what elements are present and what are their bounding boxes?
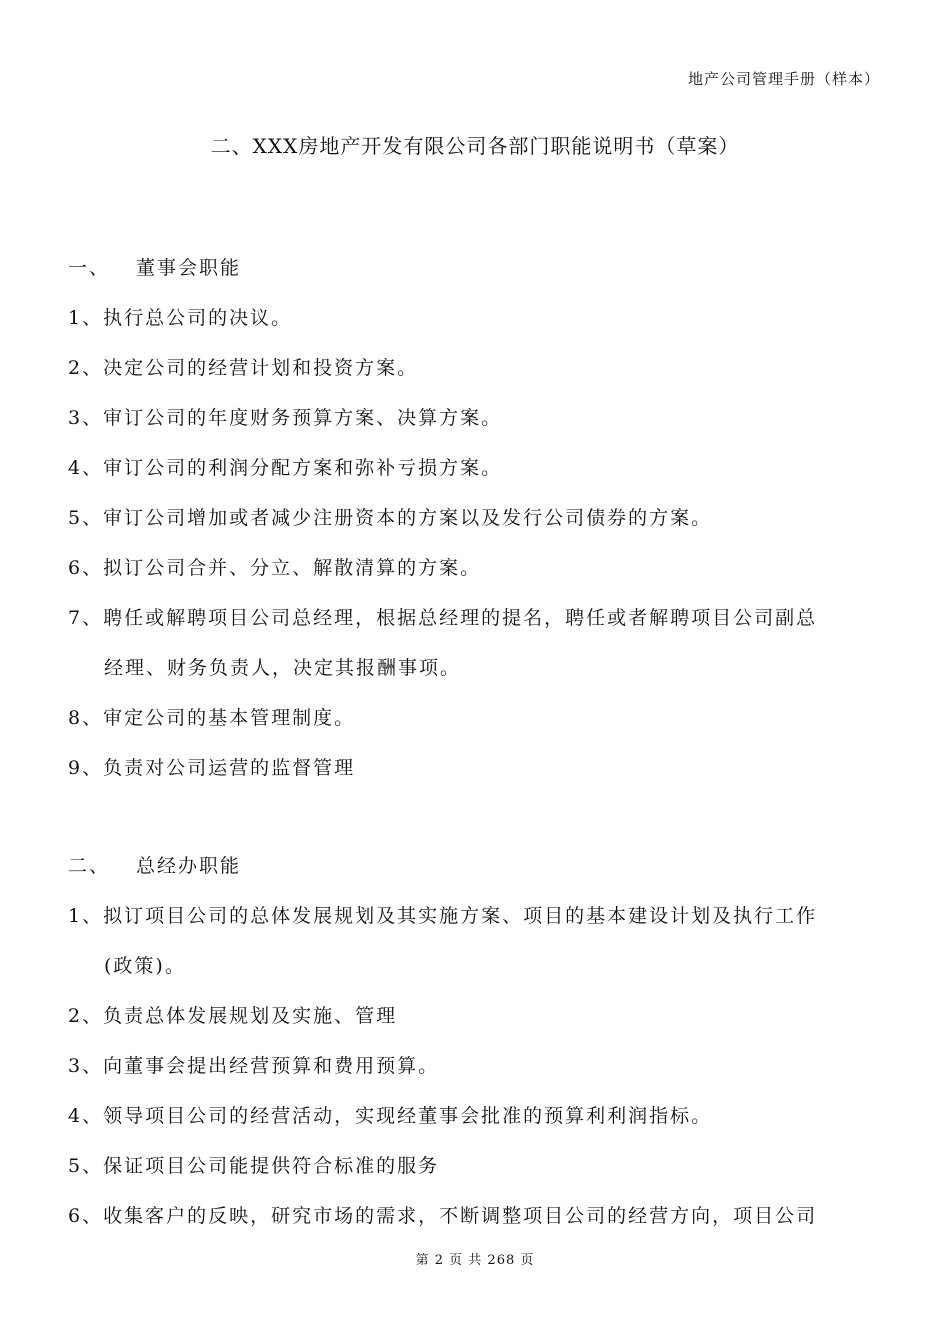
section-title: 总经办职能 — [136, 855, 242, 877]
list-item: 6、拟订公司合并、分立、解散清算的方案。 — [68, 557, 482, 579]
list-item: 1、执行总公司的决议。 — [68, 307, 293, 329]
section-heading — [68, 850, 888, 900]
section-title: 董事会职能 — [136, 257, 242, 279]
list-item: 5、保证项目公司能提供符合标准的服务 — [68, 1155, 440, 1177]
list-item-continuation: (政策)。 — [104, 955, 186, 977]
list-item: 6、收集客户的反映，研究市场的需求，不断调整项目公司的经营方向，项目公司 — [68, 1205, 818, 1227]
list-item: 3、向董事会提出经营预算和费用预算。 — [68, 1055, 440, 1077]
section-number: 一、 — [68, 257, 111, 279]
running-header: 地产公司管理手册（样本） — [687, 70, 880, 88]
section-heading — [68, 252, 888, 302]
list-item: 1、拟订项目公司的总体发展规划及其实施方案、项目的基本建设计划及执行工作 — [68, 905, 818, 927]
list-item: 7、聘任或解聘项目公司总经理，根据总经理的提名，聘任或者解聘项目公司副总 — [68, 607, 818, 629]
section-number: 二、 — [68, 855, 111, 877]
list-item: 8、审定公司的基本管理制度。 — [68, 707, 356, 729]
list-item: 4、领导项目公司的经营活动，实现经董事会批准的预算利利润指标。 — [68, 1105, 713, 1127]
page-footer: 第 2 页 共 268 页 — [415, 1253, 535, 1268]
list-item: 5、审订公司增加或者减少注册资本的方案以及发行公司债券的方案。 — [68, 507, 713, 529]
list-item-continuation: 经理、财务负责人，决定其报酬事项。 — [104, 657, 462, 679]
section-gap — [68, 802, 888, 850]
document-body — [68, 252, 888, 1250]
list-item: 3、审订公司的年度财务预算方案、决算方案。 — [68, 407, 503, 429]
list-item: 9、负责对公司运营的监督管理 — [68, 757, 356, 779]
document-title: 二、XXX房地产开发有限公司各部门职能说明书（草案） — [210, 134, 740, 158]
list-item: 4、审订公司的利润分配方案和弥补亏损方案。 — [68, 457, 503, 479]
list-item: 2、负责总体发展规划及实施、管理 — [68, 1005, 398, 1027]
list-item: 2、决定公司的经营计划和投资方案。 — [68, 357, 419, 379]
